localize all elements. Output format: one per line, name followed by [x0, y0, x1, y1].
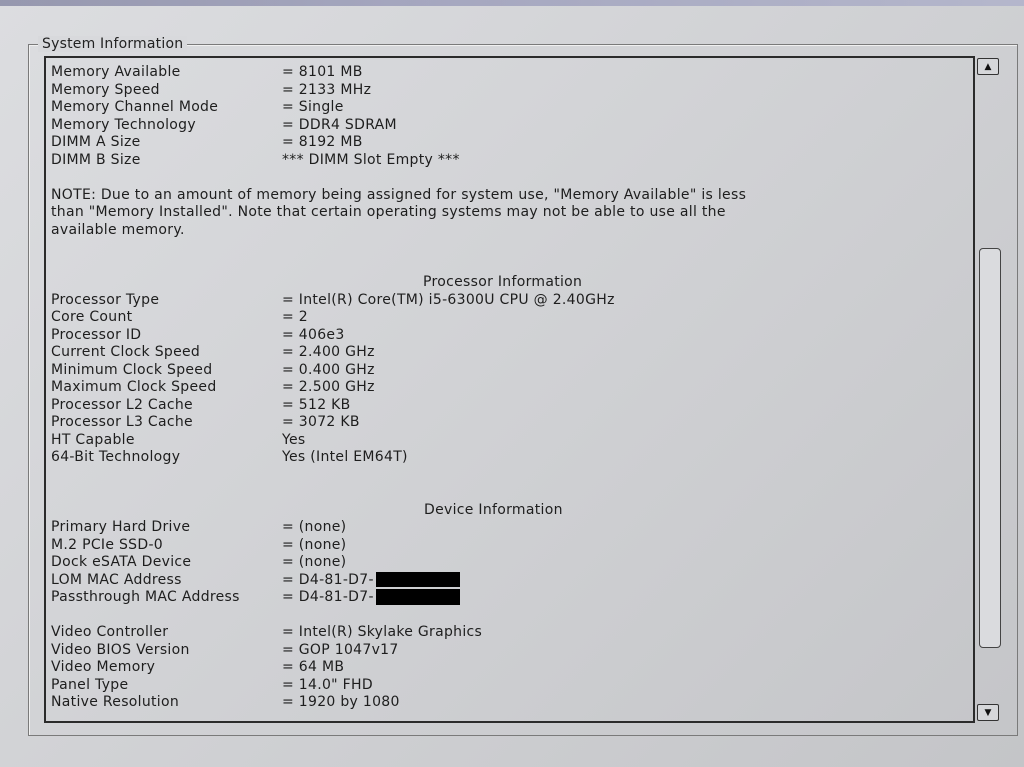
info-row — [51, 589, 966, 607]
info-row — [51, 134, 966, 152]
row-value: = GOP 1047v17 — [282, 641, 399, 658]
info-row — [51, 64, 966, 82]
row-value: = 406e3 — [282, 326, 345, 343]
row-label: Primary Hard Drive — [51, 519, 191, 535]
row-label: DIMM B Size — [51, 151, 141, 168]
row-value: = 512 KB — [282, 396, 351, 413]
note-text: than "Memory Installed". Note that certain operating systems may not be able to use all the — [51, 204, 726, 220]
info-row — [51, 677, 966, 695]
device-section-title: Device Information — [424, 501, 563, 518]
row-label: Core Count — [51, 309, 133, 325]
row-value: = (none) — [282, 536, 347, 553]
row-value: = 2.500 GHz — [282, 379, 375, 395]
row-label: 64-Bit Technology — [51, 449, 181, 465]
row-value: = 2.400 GHz — [282, 344, 375, 360]
row-value: Yes — [282, 431, 306, 448]
down-arrow-icon: ▼ — [984, 707, 992, 718]
top-edge — [0, 0, 1024, 6]
row-value: = 64 MB — [282, 659, 345, 675]
scroll-down-button[interactable] — [977, 704, 999, 721]
row-value: *** DIMM Slot Empty *** — [282, 151, 460, 168]
row-label: M.2 PCIe SSD-0 — [51, 536, 164, 553]
info-row — [51, 624, 966, 642]
info-row — [51, 152, 966, 170]
row-value: = Intel(R) Skylake Graphics — [282, 624, 483, 640]
row-label: DIMM A Size — [51, 134, 141, 150]
mac-prefix: = D4-81-D7- — [282, 571, 374, 588]
group-title: System Information — [38, 36, 187, 52]
info-row — [51, 397, 966, 415]
row-label: Processor L2 Cache — [51, 396, 193, 413]
row-label: Video BIOS Version — [51, 641, 190, 658]
info-row — [51, 554, 966, 572]
row-value: = (none) — [282, 519, 347, 535]
row-value: = 1920 by 1080 — [282, 694, 400, 710]
row-value: = Single — [282, 99, 344, 115]
row-label: Processor ID — [51, 326, 142, 343]
info-row — [51, 694, 966, 712]
row-label: Memory Speed — [51, 81, 160, 98]
scroll-up-button[interactable] — [977, 58, 999, 75]
row-value: Yes (Intel EM64T) — [282, 449, 408, 465]
row-label: Current Clock Speed — [51, 344, 201, 360]
row-value — [282, 572, 460, 590]
info-row — [51, 432, 966, 450]
row-value: = 8192 MB — [282, 134, 363, 150]
memory-note-line — [51, 187, 966, 205]
row-label: Panel Type — [51, 676, 129, 693]
info-row — [51, 537, 966, 555]
info-content — [51, 64, 966, 712]
row-value: = 14.0" FHD — [282, 676, 373, 693]
row-label: Video Memory — [51, 659, 156, 675]
row-label: Memory Technology — [51, 116, 196, 133]
scroll-thumb[interactable] — [979, 248, 1001, 648]
row-value: = Intel(R) Core(TM) i5-6300U CPU @ 2.40GHz — [282, 291, 615, 308]
row-value: = 8101 MB — [282, 64, 363, 80]
row-label: LOM MAC Address — [51, 571, 182, 588]
row-label: Memory Channel Mode — [51, 99, 219, 115]
row-value — [282, 589, 460, 607]
up-arrow-icon: ▲ — [984, 61, 992, 72]
device-section-title-row — [51, 502, 966, 520]
info-row — [51, 519, 966, 537]
info-row — [51, 362, 966, 380]
info-row — [51, 642, 966, 660]
note-text: NOTE: Due to an amount of memory being assigned for system use, "Memory Available" is less — [51, 186, 747, 203]
info-row — [51, 327, 966, 345]
row-value: = 3072 KB — [282, 414, 360, 430]
info-row — [51, 414, 966, 432]
memory-note-line — [51, 204, 966, 222]
row-label: Maximum Clock Speed — [51, 379, 217, 395]
info-row — [51, 572, 966, 590]
info-row — [51, 379, 966, 397]
row-label: Processor Type — [51, 291, 160, 308]
vertical-scrollbar[interactable] — [973, 56, 1003, 723]
info-row — [51, 449, 966, 467]
row-label: Dock eSATA Device — [51, 554, 192, 570]
redaction-block — [376, 589, 460, 605]
info-row — [51, 292, 966, 310]
row-label: Memory Available — [51, 64, 181, 80]
row-value: = 2 — [282, 309, 308, 325]
row-label: Minimum Clock Speed — [51, 361, 213, 378]
info-row — [51, 309, 966, 327]
row-label: Video Controller — [51, 624, 169, 640]
row-label: HT Capable — [51, 431, 135, 448]
info-row — [51, 659, 966, 677]
info-panel — [44, 56, 973, 723]
note-text: available memory. — [51, 221, 185, 238]
row-value: = 0.400 GHz — [282, 361, 375, 378]
info-row — [51, 99, 966, 117]
info-row — [51, 344, 966, 362]
row-label: Passthrough MAC Address — [51, 589, 240, 605]
row-value: = 2133 MHz — [282, 81, 372, 98]
row-value: = DDR4 SDRAM — [282, 116, 397, 133]
scroll-track[interactable] — [977, 78, 1001, 698]
row-label: Native Resolution — [51, 694, 180, 710]
mac-prefix: = D4-81-D7- — [282, 589, 374, 605]
processor-section-title: Processor Information — [423, 274, 583, 290]
redaction-block — [376, 572, 460, 587]
processor-section-title-row — [51, 274, 966, 292]
memory-note-line — [51, 222, 966, 240]
row-value: = (none) — [282, 554, 347, 570]
info-row — [51, 82, 966, 100]
info-row — [51, 117, 966, 135]
row-label: Processor L3 Cache — [51, 414, 193, 430]
